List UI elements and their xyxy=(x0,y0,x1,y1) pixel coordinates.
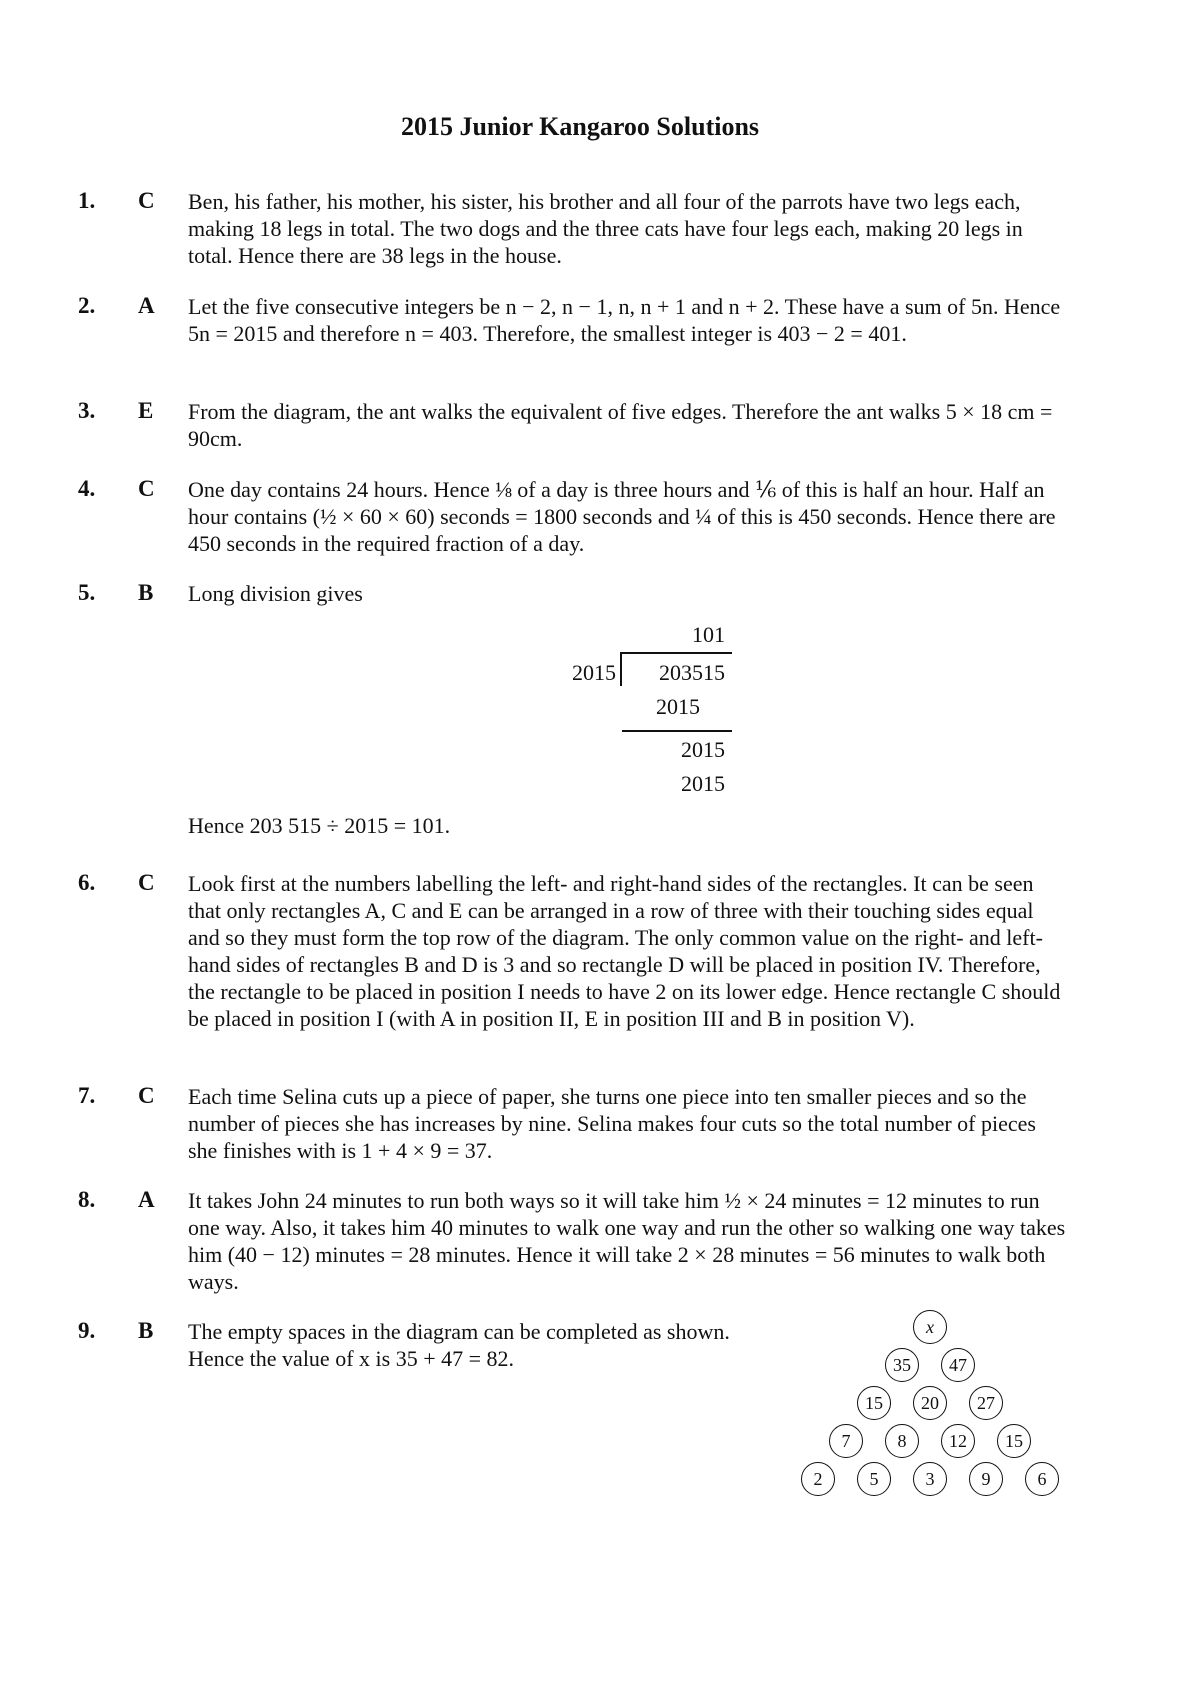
pyramid-cell: 47 xyxy=(941,1348,975,1382)
solution-text: The empty spaces in the diagram can be completed as shown. Hence the value of x is 35 + 47 = 82. xyxy=(188,1319,730,1371)
solution-text: It takes John 24 minutes to run both ways so it will take him ½ × 24 minutes = 12 minutes to run one way. Also, it takes him 40 minutes to walk one way and run the other so walking one way takes him (40 − 12) minutes = 28 minutes. Hence it will take 2 × 28 minutes = 56 minutes to walk both ways. xyxy=(188,1188,1066,1294)
number-pyramid xyxy=(795,1310,1065,1500)
solution-text: Look first at the numbers labelling the left- and right-hand sides of the rectangles. It can be seen that only rectangles A, C and E can be arranged in a row of three with their touching sides equal and so they must form the top row of the diagram. The only common value on the right- and left-hand sides of rectangles B and D is 3 and so rectangle D will be placed in position IV. Therefore, the rectangle to be placed in position I needs to have 2 on its lower edge. Hence rectangle C should be placed in position I (with A in position II, E in position III and B in position V). xyxy=(188,871,1061,1031)
page-title: 2015 Junior Kangaroo Solutions xyxy=(400,112,760,141)
pyramid-cell: 12 xyxy=(941,1424,975,1458)
remainder-step: 2015 xyxy=(681,737,725,762)
answer-letter: A xyxy=(138,1187,155,1212)
solution-text: Long division gives xyxy=(188,581,363,606)
answer-letter: C xyxy=(138,1083,155,1108)
divisor: 2015 xyxy=(572,660,616,685)
final-subtrahend: 2015 xyxy=(681,771,725,796)
pyramid-cell: 9 xyxy=(969,1462,1003,1496)
question-number: 9. xyxy=(78,1318,96,1343)
pyramid-cell: x xyxy=(913,1310,947,1344)
subtrahend: 2015 xyxy=(656,694,700,719)
pyramid-cell: 35 xyxy=(885,1348,919,1382)
pyramid-cell: 15 xyxy=(997,1424,1031,1458)
solution-text: Let the five consecutive integers be n − 2, n − 1, n, n + 1 and n + 2. These have a sum of 5n. Hence 5n = 2015 and therefore n = 403. Therefore, the smallest integer is 403 − 2 = 401. xyxy=(188,294,1061,346)
question-number: 3. xyxy=(78,398,96,423)
question-number: 2. xyxy=(78,293,96,318)
pyramid-cell: 6 xyxy=(1025,1462,1059,1496)
long-division xyxy=(520,622,740,797)
pyramid-cell: 5 xyxy=(857,1462,891,1496)
answer-letter: B xyxy=(138,1318,154,1343)
answer-letter: E xyxy=(138,398,154,423)
pyramid-cell: 8 xyxy=(885,1424,919,1458)
solution-text: One day contains 24 hours. Hence ⅛ of a day is three hours and ⅙ of this is half an hour. Half an hour contains (½ × 60 × 60) seconds = 1800 seconds and ¼ of this is 450 seconds. Hence there are 450 seconds in the required fraction of a day. xyxy=(188,477,1056,556)
pyramid-cell: 27 xyxy=(969,1386,1003,1420)
pyramid-cell: 3 xyxy=(913,1462,947,1496)
pyramid-cell: 7 xyxy=(829,1424,863,1458)
pyramid-cell: 20 xyxy=(913,1386,947,1420)
question-number: 4. xyxy=(78,476,96,501)
division-bar xyxy=(622,652,732,654)
question-number: 5. xyxy=(78,580,96,605)
solution-text: Each time Selina cuts up a piece of paper, she turns one piece into ten smaller pieces and so the number of pieces she has increases by nine. Selina makes four cuts so the total number of pieces she finishes with is 1 + 4 × 9 = 37. xyxy=(188,1084,1036,1163)
question-number: 7. xyxy=(78,1083,96,1108)
pyramid-cell: 2 xyxy=(801,1462,835,1496)
question-number: 6. xyxy=(78,870,96,895)
pyramid-cell: 15 xyxy=(857,1386,891,1420)
answer-letter: A xyxy=(138,293,155,318)
solution-conclusion: Hence 203 515 ÷ 2015 = 101. xyxy=(188,813,451,838)
solution-text: From the diagram, the ant walks the equivalent of five edges. Therefore the ant walks 5 × 18 cm = 90cm. xyxy=(188,399,1053,451)
solution-text: Ben, his father, his mother, his sister, his brother and all four of the parrots have two legs each, making 18 legs in total. The two dogs and the three cats have four legs each, making 20 legs in total. Hence there are 38 legs in the house. xyxy=(188,189,1023,268)
answer-letter: C xyxy=(138,188,155,213)
question-number: 8. xyxy=(78,1187,96,1212)
answer-letter: C xyxy=(138,476,155,501)
subtraction-line xyxy=(622,730,732,732)
question-number: 1. xyxy=(78,188,96,213)
quotient: 101 xyxy=(692,622,725,647)
answer-letter: C xyxy=(138,870,155,895)
answer-letter: B xyxy=(138,580,154,605)
dividend: 203515 xyxy=(659,660,725,685)
